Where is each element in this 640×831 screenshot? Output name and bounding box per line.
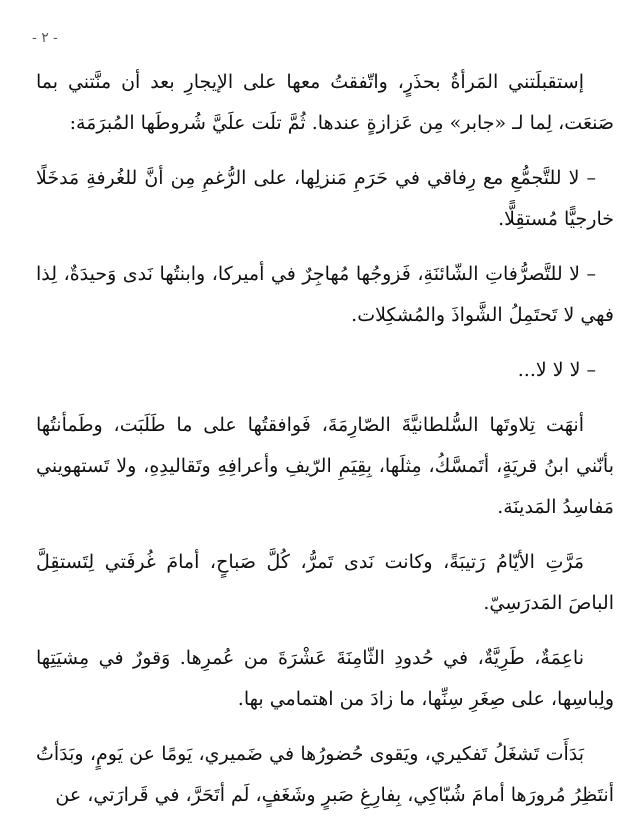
paragraph-intro: إستقبلَتني المَرأةُ بحذَرٍ، واتّفقتُ معها على الإيجارِ بعد أن منَّتني بما صَنعَت، لِما لـ «جابر» مِن عَزازةٍ عندها. ثُمَّ تلَت علَيَّ شُروطَها المُبرَمَة: <box>36 71 614 134</box>
paragraph-condition-2: – لا للتَّصرُّفاتِ الشّائنَةِ، فَزوجُها مُهاجِرٌ في أميركا، وابنتُها نَدى وَحيدَةٌ، لِذا فهي لا تَحتَمِلُ الشَّواذَ والمُشكِلات. <box>36 263 614 326</box>
paragraph-condition-1: – لا للتَّجمُّعِ مع رِفاقي في حَرَمِ مَنزلِها، على الرُّغمِ مِن أنَّ للغُرفةِ مَدخَلًا خارجيًّا مُستقِلًّا. <box>36 167 614 230</box>
page-number: - ٢ - <box>32 30 58 46</box>
paragraph-description: ناعِمَةٌ، طَرِيَّةٌ، في حُدودِ الثّامِنَةَ عَشْرَةَ من عُمرِها. وَقورٌ في مِشيَتِها ولِباسِها، على صِغَرِ سِنِّها، ما زادَ من اهتمامي بها. <box>36 647 614 710</box>
body-text <box>36 62 614 830</box>
paragraph-days-passed: مَرَّتِ الأيّامُ رَتيبَةً، وكانت نَدى تَمرُّ، كُلَّ صَباحٍ، أمامَ غُرفَتي لِتَستقِلَّ الباصَ المَدرَسِيّ. <box>36 551 614 614</box>
paragraph-agreement: أنهَت تِلاوتَها السُّلطانيَّةَ الصّارِمَةَ، فَوافقتُها على ما طَلَبَت، وطَمأنتُها بأنّني ابنُ قريَةٍ، أتَمسَّكُ، مِثلَها، بِقِيَمِ الرّيفِ وأعرافِهِ وتَقاليدِهِ، ولا تَستهويني مَفاسِدُ المَدينَة. <box>36 414 614 518</box>
paragraph-condition-3: – لا لا لا... <box>517 359 596 381</box>
paragraph-preoccupation: بَدَأَت تَشغَلُ تَفكيري، ويَقوى حُضورُها في ضَميري، يَومًا عن يَومٍ، وبَدَأتُ أنتَظِرُ مُرورَها أمامَ شُبّاكِي، بِفارِغِ صَبرٍ وشَغَفٍ، لَم أتَحَرَّ، في قَرارَتي، عن <box>36 743 614 806</box>
